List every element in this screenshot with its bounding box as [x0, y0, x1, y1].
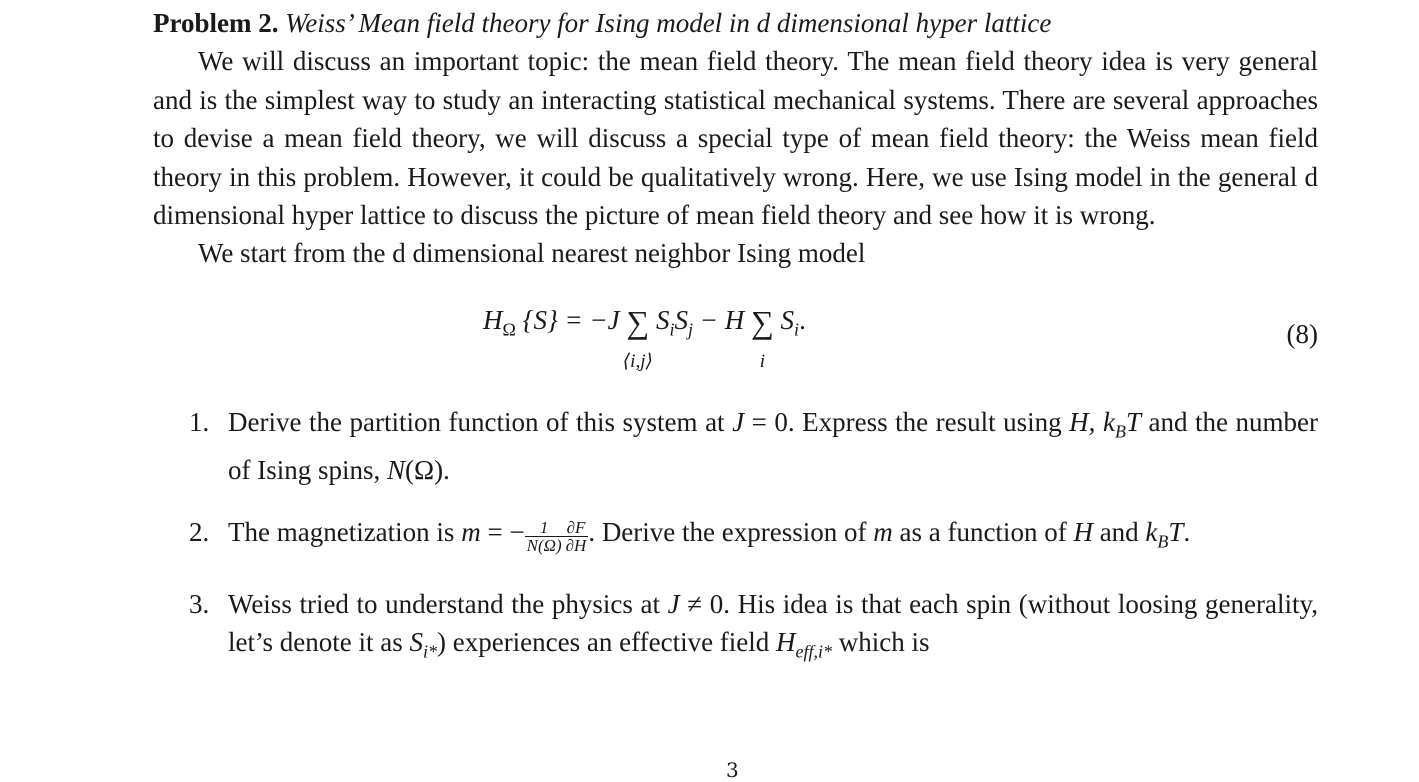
item3-text-d: which is — [832, 627, 930, 658]
item-number: 2. — [189, 517, 210, 548]
sum2-subscript: i — [759, 350, 766, 372]
item1-math-a: J — [732, 406, 745, 437]
item2-math-e-end: T — [1168, 517, 1184, 548]
item2-text-c: . Derive the expression of — [588, 517, 874, 548]
item-number: 1. — [189, 406, 210, 437]
eq-lhs-sub: Ω — [502, 319, 516, 340]
page-number: 3 — [726, 758, 739, 782]
item2-math-e: k — [1145, 517, 1158, 548]
item2-text-f: . — [1183, 517, 1191, 548]
eq-lhs: H — [483, 304, 503, 335]
frac2-numerator: ∂F — [564, 519, 589, 537]
equation-block — [153, 279, 1318, 379]
eq-term2-sub: i — [794, 319, 800, 340]
list-item — [153, 403, 1318, 489]
item2-math-c: m — [873, 517, 893, 548]
ising-hamiltonian-equation — [483, 301, 806, 372]
item1-math-c: N — [387, 454, 406, 485]
item3-math-b-sub: i* — [422, 641, 437, 662]
frac1-numerator: 1 — [525, 519, 564, 537]
item2-math-e-sub: B — [1157, 531, 1169, 552]
item2-text-a: The magnetization is — [228, 517, 462, 548]
eq-term1-sub-b: j — [688, 319, 694, 340]
item1-text-c: and the number of Ising spins, — [228, 406, 1318, 485]
problem-title: Weiss’ Mean field theory for Ising model in d dimensional hyper lattice — [285, 8, 1052, 38]
frac2-denominator: ∂H — [565, 536, 587, 556]
item1-math-b-end: T — [1125, 406, 1141, 437]
problem-heading — [153, 4, 1318, 42]
sum-symbol-2: ∑ i — [751, 303, 774, 341]
item3-text-a: Weiss tried to understand the physics at — [228, 588, 668, 619]
item-number: 3. — [189, 588, 210, 619]
item3-math-c-sub: eff,i* — [795, 641, 833, 662]
sum-symbol-1: ∑ ⟨i,j⟩ — [626, 303, 649, 341]
equation-number: (8) — [1286, 318, 1318, 349]
item2-text-d: as a function of — [892, 517, 1074, 548]
sum1-subscript: ⟨i,j⟩ — [622, 350, 653, 372]
item1-math-b-sub: B — [1114, 421, 1126, 442]
question-list — [153, 403, 1318, 671]
item3-text-b: ≠ 0. His idea is that each spin (without loosing generality, let’s denote it as — [228, 588, 1318, 658]
item2-text-e: and — [1092, 517, 1146, 548]
item1-math-b: H, k — [1069, 406, 1115, 437]
item1-text-d: (Ω). — [405, 454, 450, 485]
item2-math-a: m — [461, 517, 481, 548]
list-item — [153, 513, 1318, 561]
eq-term1-mid: S — [674, 304, 688, 335]
item1-text-a: Derive the partition function of this system at — [228, 406, 733, 437]
intro-paragraph: We will discuss an important topic: the mean field theory. The mean field theory idea is very general and is the simplest way to study an interacting statistical mechanical systems. There are several approaches to devise a mean field theory, we will discuss a special type of mean field theory: the Weiss mean field theory in this problem. However, it could be qualitatively wrong. Here, we use Ising model in the general d dimensional hyper lattice to discuss the picture of mean field theory and see how it is wrong. — [153, 46, 1318, 231]
item1-text-b: = 0. Express the result using — [744, 406, 1070, 437]
eq-term2: S — [773, 304, 795, 335]
model-intro-paragraph: We start from the d dimensional nearest neighbor Ising model — [198, 238, 866, 269]
eq-end: . — [799, 304, 806, 335]
fraction-partial-f-partial-h — [564, 519, 589, 554]
item2-text-b: = − — [480, 517, 525, 548]
item2-math-d: H — [1073, 517, 1093, 548]
eq-lhs-arg: {S} = −J — [515, 304, 627, 335]
item3-text-c: ) experiences an effective field — [436, 627, 777, 658]
eq-minus-h: − H — [693, 304, 751, 335]
item3-math-b: S — [409, 627, 423, 658]
list-item — [153, 585, 1318, 671]
eq-term1: S — [649, 304, 670, 335]
item3-math-c: H — [776, 627, 796, 658]
eq-term1-sub-a: i — [669, 319, 675, 340]
fraction-one-over-n — [525, 519, 564, 554]
document-page — [153, 4, 1318, 695]
item3-math-a: J — [667, 588, 680, 619]
frac1-denominator: N(Ω) — [526, 536, 562, 556]
problem-label: Problem 2. — [153, 8, 279, 38]
